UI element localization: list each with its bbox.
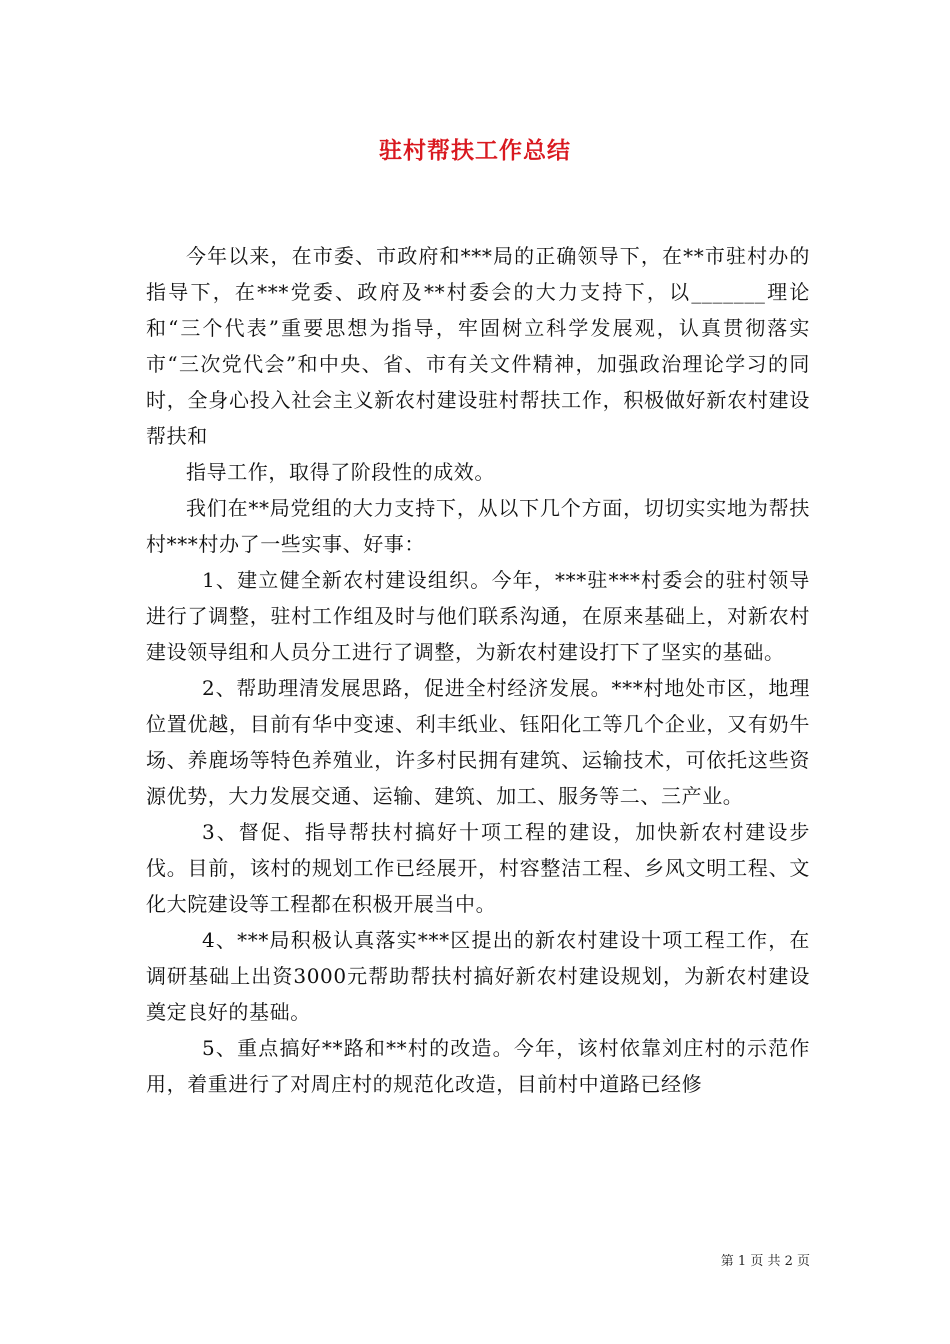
document-title: 驻村帮扶工作总结: [379, 138, 571, 164]
paragraph-item-2: 2、帮助理清发展思路，促进全村经济发展。***村地处市区，地理位置优越，目前有华中变速、利丰纸业、钰阳化工等几个企业，又有奶牛场、养鹿场等特色养殖业，许多村民拥有建筑、运输技术，可依托这些资源优势，大力发展交通、运输、建筑、加工、服务等二、三产业。: [146, 676, 810, 808]
paragraph-intro: 今年以来，在市委、市政府和***局的正确领导下，在**市驻村办的指导下，在***党委、政府及**村委会的大力支持下，以_______理论和“三个代表”重要思想为指导，牢固树立科学发展观，认真贯彻落实市“三次党代会”和中央、省、市有关文件精神，加强政治理论学习的同时，全身心投入社会主义新农村建设驻村帮扶工作，积极做好新农村建设帮扶和: [146, 244, 810, 448]
paragraph-overview: 我们在**局党组的大力支持下，从以下几个方面，切切实实地为帮扶村***村办了一些实事、好事：: [146, 496, 810, 556]
paragraph-intro-continued: 指导工作，取得了阶段性的成效。: [186, 460, 495, 484]
paragraph-item-4: 4、***局积极认真落实***区提出的新农村建设十项工程工作，在调研基础上出资3000元帮助帮扶村搞好新农村建设规划，为新农村建设奠定良好的基础。: [146, 928, 810, 1024]
page-number-footer: 第 1 页 共 2 页: [720, 1254, 810, 1269]
paragraph-item-3: 3、督促、指导帮扶村搞好十项工程的建设，加快新农村建设步伐。目前，该村的规划工作已经展开，村容整洁工程、乡风文明工程、文化大院建设等工程都在积极开展当中。: [146, 820, 810, 916]
paragraph-item-1: 1、建立健全新农村建设组织。今年，***驻***村委会的驻村领导进行了调整，驻村工作组及时与他们联系沟通，在原来基础上，对新农村建设领导组和人员分工进行了调整，为新农村建设打下了坚实的基础。: [146, 568, 810, 664]
paragraph-item-5: 5、重点搞好**路和**村的改造。今年，该村依靠刘庄村的示范作用，着重进行了对周庄村的规范化改造，目前村中道路已经修: [146, 1036, 810, 1096]
document-body: [146, 238, 810, 1102]
